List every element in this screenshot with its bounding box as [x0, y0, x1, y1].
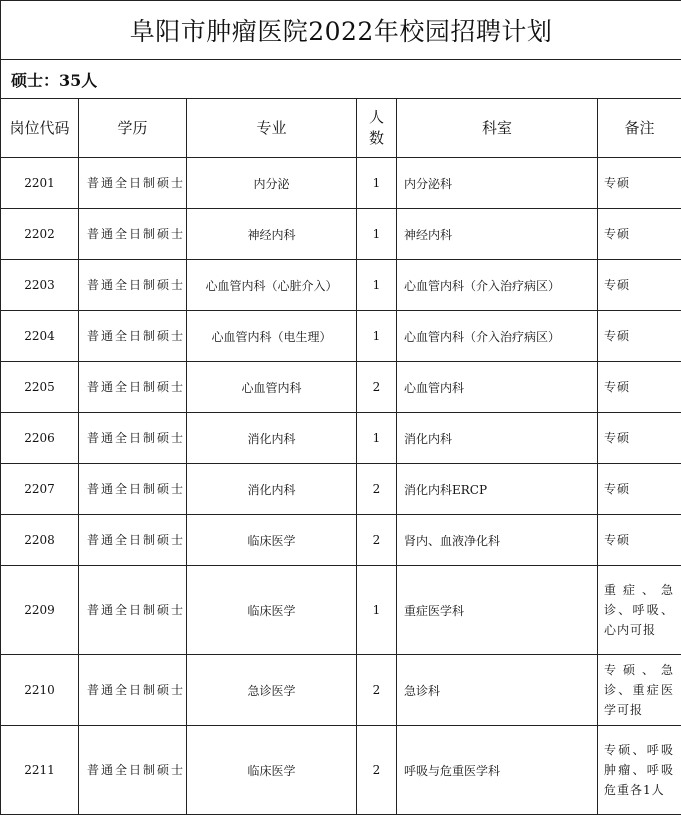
cell-notes: 专硕: [598, 362, 681, 413]
table-body: [1, 158, 681, 815]
cell-education: 普通全日制硕士: [79, 655, 187, 726]
cell-position-code: 2202: [1, 209, 79, 260]
header-count: 人数: [357, 99, 397, 158]
cell-major: 心血管内科（心脏介入）: [187, 260, 357, 311]
cell-count: 1: [357, 260, 397, 311]
cell-count: 1: [357, 311, 397, 362]
table-row: [1, 464, 681, 515]
cell-position-code: 2211: [1, 726, 79, 815]
cell-position-code: 2206: [1, 413, 79, 464]
cell-major: 心血管内科: [187, 362, 357, 413]
cell-major: 消化内科: [187, 413, 357, 464]
cell-department: 消化内科: [397, 413, 598, 464]
cell-notes: 专硕: [598, 158, 681, 209]
cell-education: 普通全日制硕士: [79, 726, 187, 815]
table-row: [1, 413, 681, 464]
cell-department: 肾内、血液净化科: [397, 515, 598, 566]
cell-major: 神经内科: [187, 209, 357, 260]
cell-notes: 专硕: [598, 260, 681, 311]
cell-department: 内分泌科: [397, 158, 598, 209]
table-row: [1, 362, 681, 413]
cell-major: 临床医学: [187, 515, 357, 566]
cell-count: 1: [357, 158, 397, 209]
cell-position-code: 2209: [1, 566, 79, 655]
cell-position-code: 2201: [1, 158, 79, 209]
cell-department: 心血管内科: [397, 362, 598, 413]
table-header-row: [1, 99, 681, 158]
cell-position-code: 2210: [1, 655, 79, 726]
cell-department: 心血管内科（介入治疗病区）: [397, 260, 598, 311]
cell-count: 2: [357, 726, 397, 815]
cell-department: 消化内科ERCP: [397, 464, 598, 515]
cell-position-code: 2203: [1, 260, 79, 311]
cell-count: 1: [357, 566, 397, 655]
table-row: [1, 655, 681, 726]
cell-notes: 重症、急诊、呼吸、心内可报: [598, 566, 681, 655]
header-department: 科室: [397, 99, 598, 158]
cell-notes: 专硕: [598, 209, 681, 260]
cell-notes: 专硕: [598, 311, 681, 362]
table-row: [1, 311, 681, 362]
table-row: [1, 209, 681, 260]
cell-major: 临床医学: [187, 726, 357, 815]
cell-position-code: 2205: [1, 362, 79, 413]
cell-position-code: 2208: [1, 515, 79, 566]
cell-education: 普通全日制硕士: [79, 413, 187, 464]
table-row: [1, 726, 681, 815]
cell-notes: 专硕: [598, 515, 681, 566]
cell-department: 重症医学科: [397, 566, 598, 655]
cell-count: 2: [357, 362, 397, 413]
cell-major: 临床医学: [187, 566, 357, 655]
cell-education: 普通全日制硕士: [79, 464, 187, 515]
cell-education: 普通全日制硕士: [79, 566, 187, 655]
cell-major: 急诊医学: [187, 655, 357, 726]
cell-count: 1: [357, 209, 397, 260]
table-row: [1, 566, 681, 655]
cell-department: 呼吸与危重医学科: [397, 726, 598, 815]
table-row: [1, 158, 681, 209]
header-education: 学历: [79, 99, 187, 158]
cell-major: 内分泌: [187, 158, 357, 209]
cell-count: 2: [357, 464, 397, 515]
cell-major: 心血管内科（电生理）: [187, 311, 357, 362]
cell-position-code: 2204: [1, 311, 79, 362]
cell-count: 2: [357, 515, 397, 566]
cell-education: 普通全日制硕士: [79, 515, 187, 566]
cell-department: 急诊科: [397, 655, 598, 726]
header-code: 岗位代码: [1, 99, 79, 158]
cell-education: 普通全日制硕士: [79, 209, 187, 260]
cell-notes: 专硕: [598, 464, 681, 515]
cell-major: 消化内科: [187, 464, 357, 515]
cell-education: 普通全日制硕士: [79, 362, 187, 413]
header-major: 专业: [187, 99, 357, 158]
cell-notes: 专硕、呼吸肿瘤、呼吸危重各1人: [598, 726, 681, 815]
cell-count: 1: [357, 413, 397, 464]
cell-department: 心血管内科（介入治疗病区）: [397, 311, 598, 362]
section-subtitle: 硕士：35人: [1, 60, 681, 99]
cell-education: 普通全日制硕士: [79, 260, 187, 311]
page-title: 阜阳市肿瘤医院2022年校园招聘计划: [1, 1, 681, 60]
cell-position-code: 2207: [1, 464, 79, 515]
table-row: [1, 515, 681, 566]
cell-department: 神经内科: [397, 209, 598, 260]
cell-notes: 专硕: [598, 413, 681, 464]
table-row: [1, 260, 681, 311]
cell-notes: 专硕、急诊、重症医学可报: [598, 655, 681, 726]
cell-education: 普通全日制硕士: [79, 158, 187, 209]
header-notes: 备注: [598, 99, 681, 158]
cell-education: 普通全日制硕士: [79, 311, 187, 362]
cell-count: 2: [357, 655, 397, 726]
